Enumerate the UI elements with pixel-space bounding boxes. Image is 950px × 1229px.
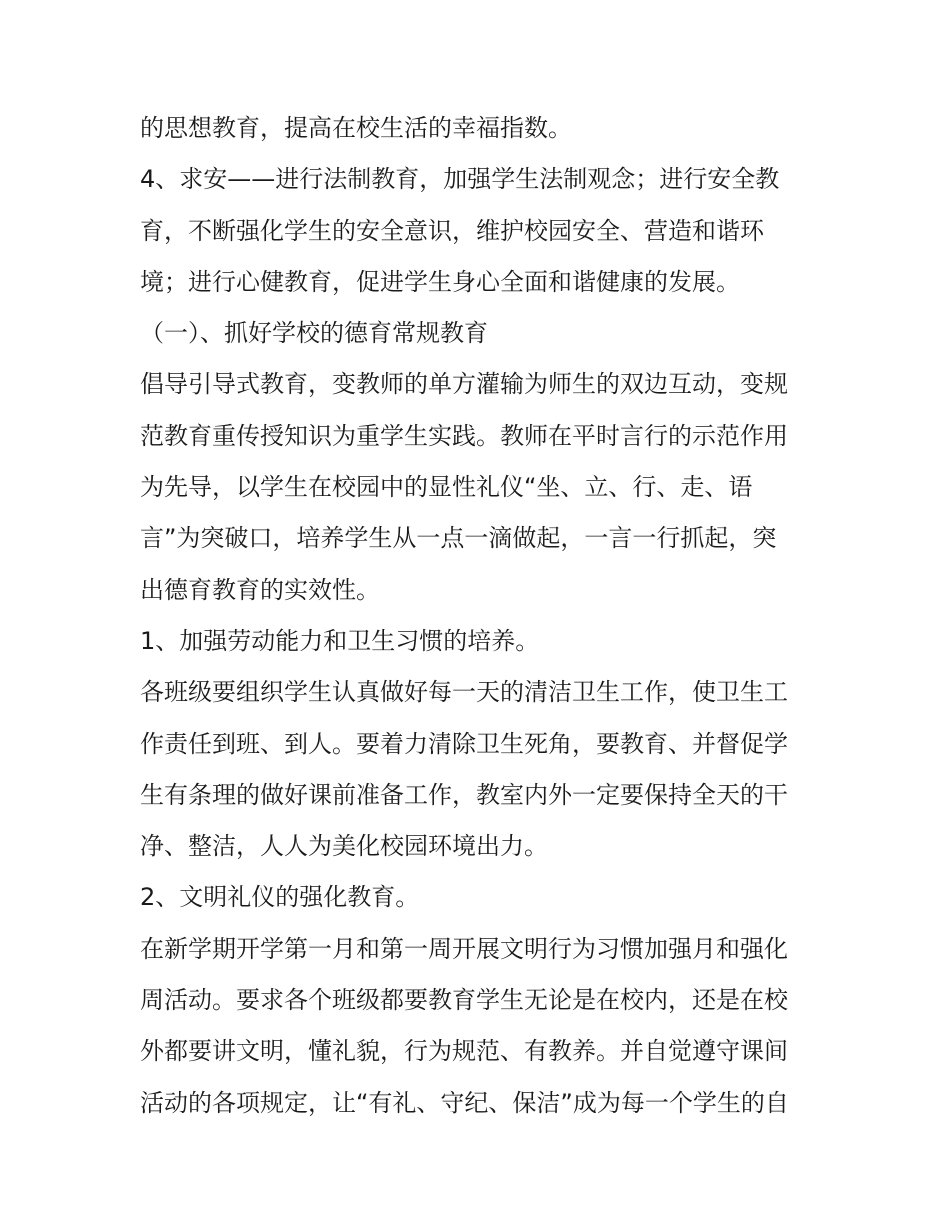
subsection-heading: 2、文明礼仪的强化教育。 bbox=[140, 883, 420, 912]
text-line: 的思想教育，提高在校生活的幸福指数。 bbox=[140, 114, 572, 142]
text-line: 各班级要组织学生认真做好每一天的清洁卫生工作，使卫生工 bbox=[140, 678, 788, 707]
text-line: 范教育重传授知识为重学生实践。教师在平时言行的示范作用 bbox=[140, 421, 788, 450]
text-line: 境；进行心健教育，促进学生身心全面和谐健康的发展。 bbox=[140, 267, 740, 296]
text-line: 在新学期开学第一月和第一周开展文明行为习惯加强月和强化 bbox=[140, 934, 788, 963]
text-line: 外都要讲文明，懂礼貌，行为规范、有教养。并自觉遵守课间 bbox=[140, 1037, 788, 1066]
text-line: 言”为突破口，培养学生从一点一滴做起，一言一行抓起，突 bbox=[140, 524, 777, 553]
text-line: 作责任到班、到人。要着力清除卫生死角，要教育、并督促学 bbox=[140, 729, 788, 758]
subsection-heading: 1、加强劳动能力和卫生习惯的培养。 bbox=[140, 626, 540, 655]
text-line: 出德育教育的实效性。 bbox=[140, 575, 380, 604]
text-line: 活动的各项规定，让“有礼、守纪、保洁”成为每一个学生的自 bbox=[140, 1088, 789, 1117]
text-line: 倡导引导式教育，变教师的单方灌输为师生的双边互动，变规 bbox=[140, 370, 788, 399]
text-line: 净、整洁，人人为美化校园环境出力。 bbox=[140, 832, 548, 861]
text-line: 为先导，以学生在校园中的显性礼仪“坐、立、行、走、语 bbox=[140, 473, 753, 502]
text-line: 生有条理的做好课前准备工作，教室内外一定要保持全天的干 bbox=[140, 780, 788, 809]
document-body bbox=[140, 103, 820, 1129]
text-line: 育，不断强化学生的安全意识，维护校园安全、营造和谐环 bbox=[140, 216, 764, 245]
text-line: 4、求安——进行法制教育，加强学生法制观念；进行安全教 bbox=[140, 165, 780, 194]
section-heading: （一）、抓好学校的德育常规教育 bbox=[140, 319, 488, 348]
text-line: 周活动。要求各个班级都要教育学生无论是在校内，还是在校 bbox=[140, 986, 788, 1015]
